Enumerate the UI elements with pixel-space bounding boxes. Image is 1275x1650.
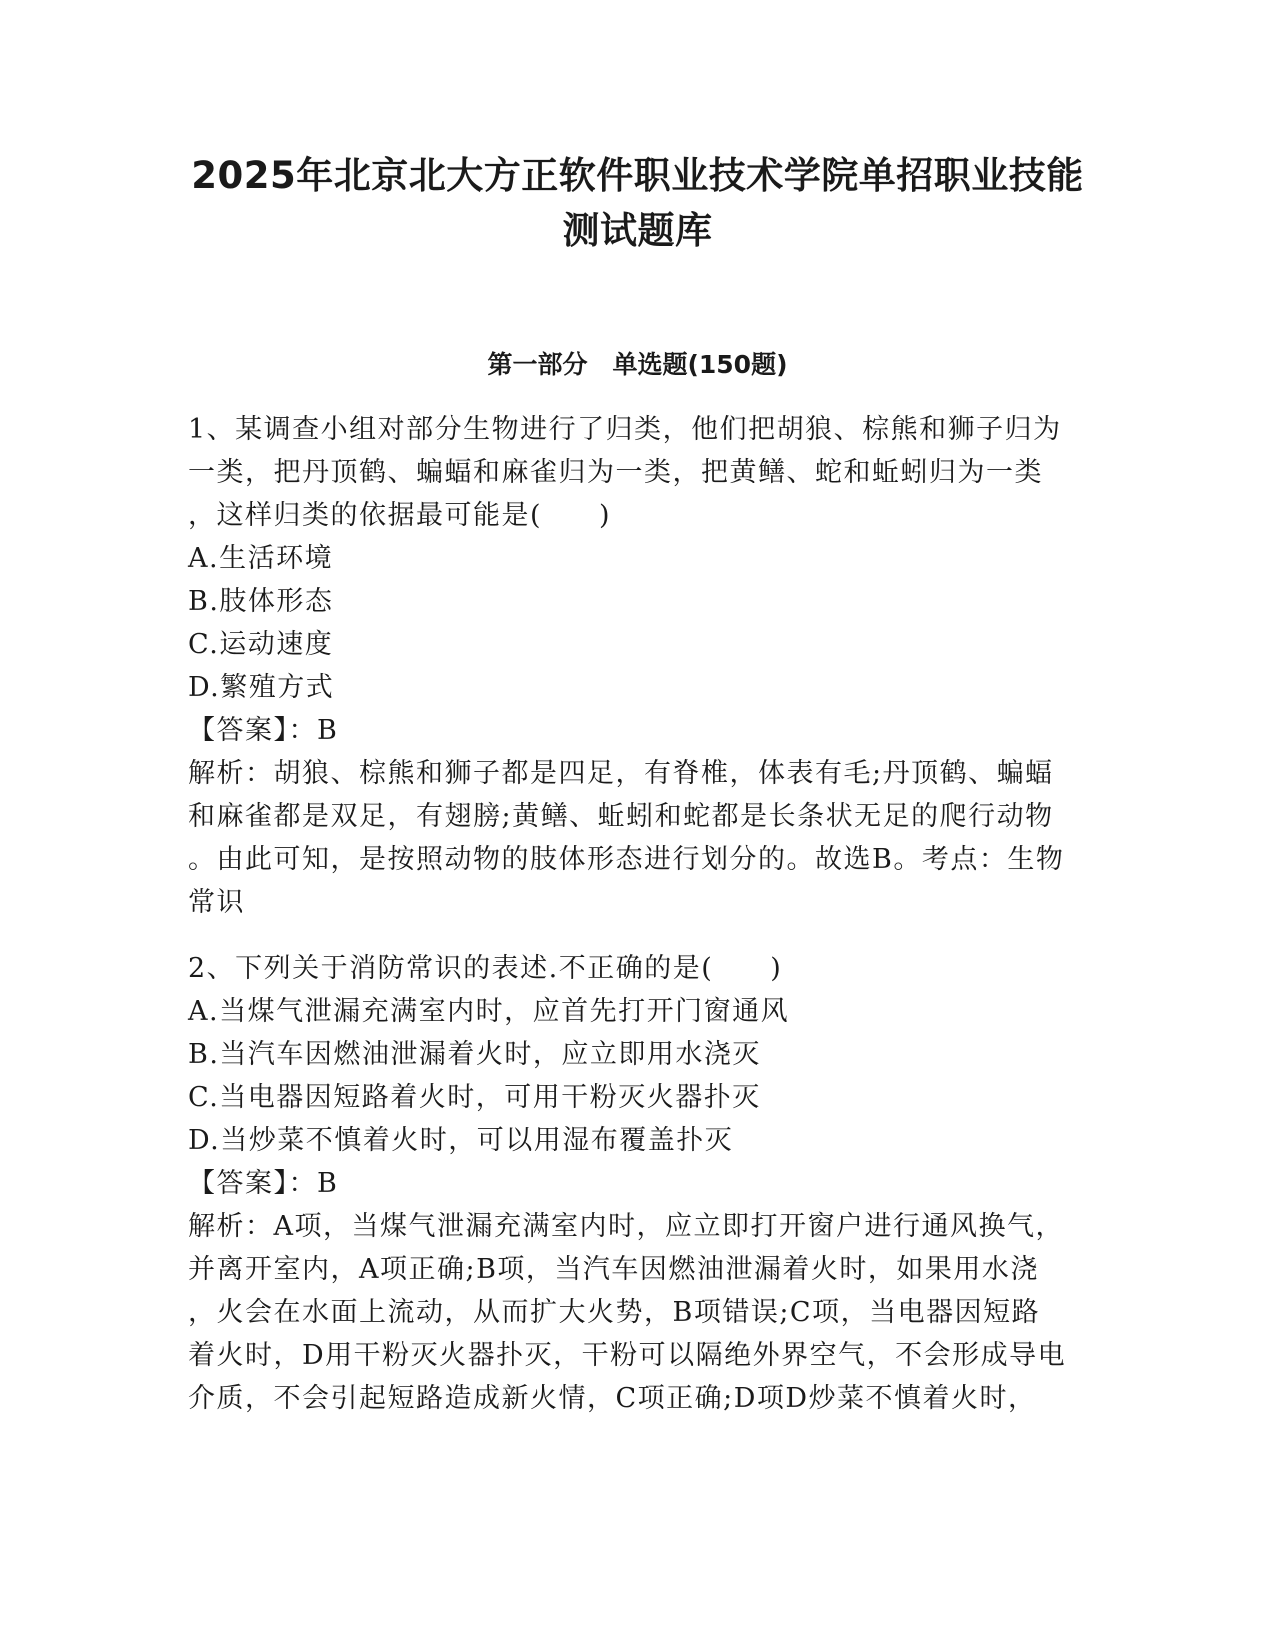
analysis-line: 并离开室内，A项正确;B项，当汽车因燃油泄漏着火时，如果用水浇 bbox=[188, 1254, 1039, 1285]
question-stem-line: ，这样归类的依据最可能是( ) bbox=[188, 500, 612, 531]
option-c: C.当电器因短路着火时，可用干粉灭火器扑灭 bbox=[188, 1082, 761, 1113]
document-title bbox=[150, 148, 1125, 258]
answer-line: 【答案】：B bbox=[188, 715, 339, 746]
option-a: A.生活环境 bbox=[188, 543, 334, 574]
analysis-line: 解析：胡狼、棕熊和狮子都是四足，有脊椎，体表有毛;丹顶鹤、蝙蝠 bbox=[188, 758, 1054, 789]
analysis-line: 和麻雀都是双足，有翅膀;黄鳝、蚯蚓和蛇都是长条状无足的爬行动物 bbox=[188, 801, 1054, 832]
question-2 bbox=[188, 947, 1088, 1420]
answer-line: 【答案】：B bbox=[188, 1168, 339, 1199]
option-d: D.繁殖方式 bbox=[188, 672, 335, 703]
analysis-line: 。由此可知，是按照动物的肢体形态进行划分的。故选B。考点：生物 bbox=[188, 844, 1065, 875]
section-heading: 第一部分 单选题(150题) bbox=[487, 350, 788, 379]
option-c: C.运动速度 bbox=[188, 629, 334, 660]
analysis-line: 常识 bbox=[188, 887, 245, 918]
analysis-line: 解析：A项，当煤气泄漏充满室内时，应立即打开窗户进行通风换气， bbox=[188, 1211, 1064, 1242]
title-line-2: 测试题库 bbox=[562, 209, 713, 252]
analysis-line: 着火时，D用干粉灭火器扑灭，干粉可以隔绝外界空气，不会形成导电 bbox=[188, 1340, 1067, 1371]
title-line-1: 2025年北京北大方正软件职业技术学院单招职业技能 bbox=[191, 154, 1084, 197]
option-b: B.当汽车因燃油泄漏着火时，应立即用水浇灭 bbox=[188, 1039, 761, 1070]
question-stem-line: 2、下列关于消防常识的表述.不正确的是( ) bbox=[188, 953, 783, 984]
analysis-line: 介质，不会引起短路造成新火情，C项正确;D项D炒菜不慎着火时， bbox=[188, 1383, 1037, 1414]
question-stem-line: 一类，把丹顶鹤、蝙蝠和麻雀归为一类，把黄鳝、蛇和蚯蚓归为一类 bbox=[188, 457, 1043, 488]
option-a: A.当煤气泄漏充满室内时，应首先打开门窗通风 bbox=[188, 996, 790, 1027]
analysis-line: ，火会在水面上流动，从而扩大火势，B项错误;C项，当电器因短路 bbox=[188, 1297, 1041, 1328]
question-stem-line: 1、某调查小组对部分生物进行了归类，他们把胡狼、棕熊和狮子归为 bbox=[188, 414, 1062, 445]
question-1 bbox=[188, 408, 1088, 924]
option-d: D.当炒菜不慎着火时，可以用湿布覆盖扑灭 bbox=[188, 1125, 734, 1156]
option-b: B.肢体形态 bbox=[188, 586, 334, 617]
